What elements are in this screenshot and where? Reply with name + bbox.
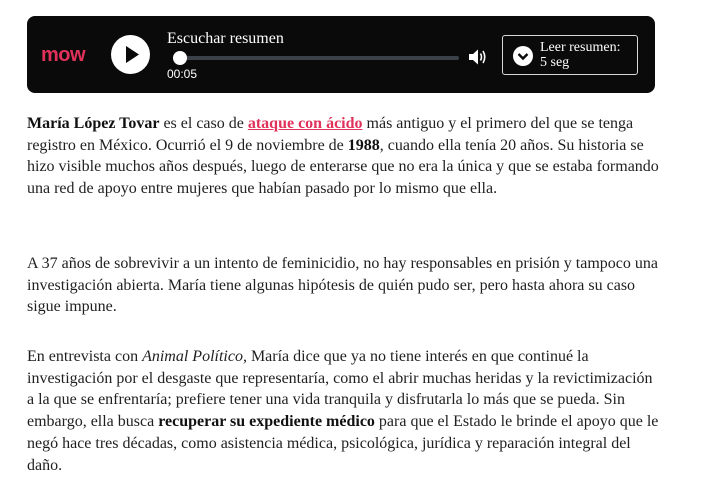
- progress-track[interactable]: [173, 56, 459, 60]
- year-highlight: 1988: [347, 136, 380, 154]
- paragraph-3: En entrevista con Animal Político, María dice que ya no tiene interés en que continué la investigación por el desgaste que representaría, como el abrir muchas heridas y la revictimización a la que se enfrentaría; prefiere tener una vida tranquila y disfrutarla lo más que se pueda. Sin embargo, ella busca recuperar su expediente médico para que el Estado le brinde el apoyo que le negó hace tres décadas, como asistencia médica, psicológica, jurídica y reparación integral del daño.: [27, 348, 659, 474]
- outlet-name: Animal Político,: [142, 348, 247, 365]
- acid-attack-link[interactable]: ataque con ácido: [247, 115, 363, 132]
- paragraph-1: María López Tovar es el caso de ataque con ácido más antiguo y el primero del que se tenga registro en México. Ocurrió el 9 de noviembre de 1988, cuando ella tenía 20 años. Su historia se hizo visible muchos años después, luego de enterarse que no era la única y que se estaba formando una red de apoyo entre mujeres que habían pasado por lo mismo que ella.: [27, 115, 659, 198]
- read-summary-button[interactable]: [502, 35, 638, 75]
- elapsed-time: 00:05: [167, 67, 198, 81]
- play-button[interactable]: [111, 35, 150, 74]
- paragraph-2: A 37 años de sobrevivir a un intento de feminicidio, no hay responsables en prisión y tampoco una investigación abierta. María tiene algunas hipótesis de quién pudo ser, pero hasta ahora su caso sigue impune.: [27, 255, 658, 316]
- highlight-text: recuperar su expediente médico: [158, 413, 375, 431]
- audio-player: [27, 16, 655, 93]
- player-title: Escuchar resumen: [167, 30, 284, 47]
- chevron-down-icon: [513, 46, 533, 66]
- play-icon: [111, 35, 150, 74]
- read-summary-label: Leer resumen: 5 seg: [540, 40, 621, 70]
- person-name: María López Tovar: [27, 115, 160, 132]
- progress-thumb[interactable]: [173, 51, 187, 65]
- volume-icon[interactable]: [468, 48, 488, 66]
- article-body: [27, 113, 659, 474]
- brand-logo: mow: [41, 44, 86, 66]
